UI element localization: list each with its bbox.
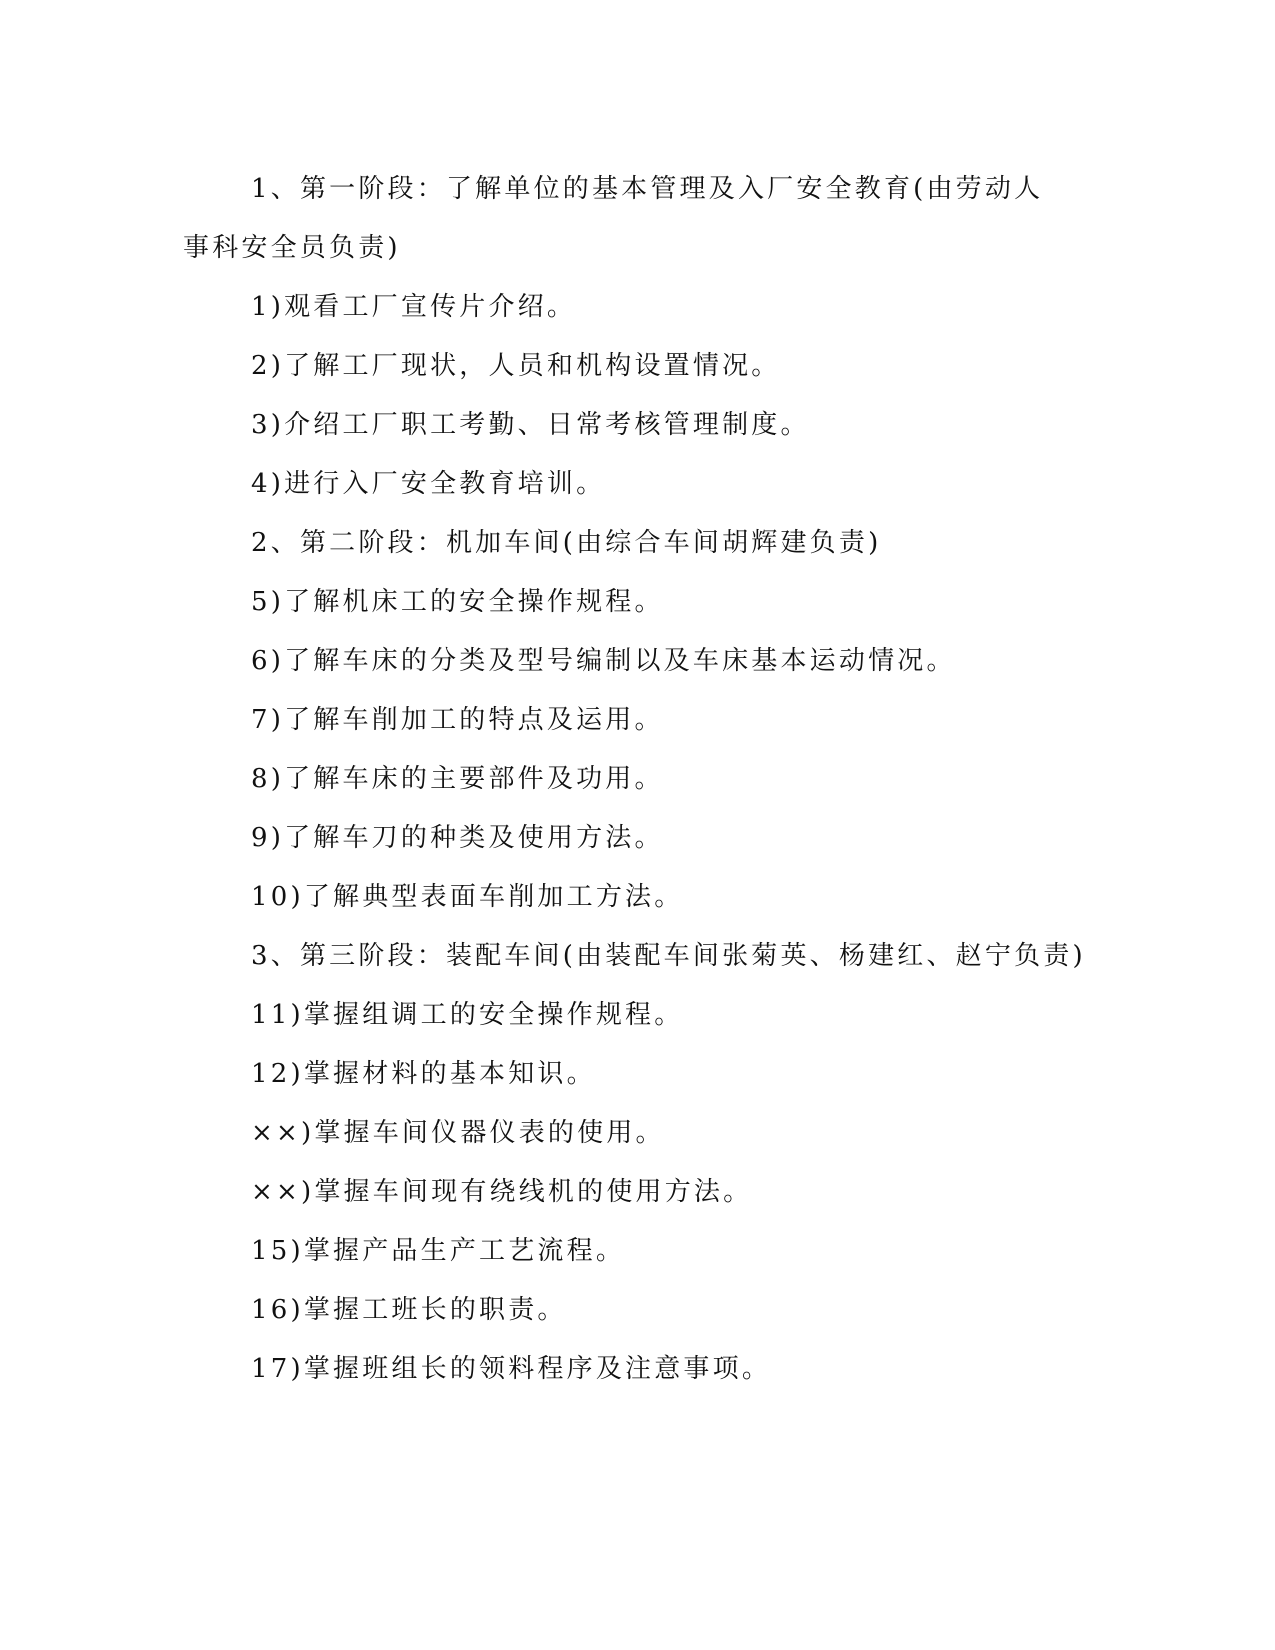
section-heading-stage-3: 3、第三阶段：装配车间(由装配车间张菊英、杨建红、赵宁负责) bbox=[251, 941, 1086, 971]
list-item: 10)了解典型表面车削加工方法。 bbox=[251, 882, 684, 912]
list-item: 5)了解机床工的安全操作规程。 bbox=[251, 587, 664, 617]
list-item: 3)介绍工厂职工考勤、日常考核管理制度。 bbox=[251, 410, 810, 440]
section-heading-stage-1: 1、第一阶段：了解单位的基本管理及入厂安全教育(由劳动人事科安全员负责) bbox=[183, 174, 1044, 263]
list-item: 9)了解车刀的种类及使用方法。 bbox=[251, 823, 664, 853]
list-item: ××)掌握车间仪器仪表的使用。 bbox=[251, 1118, 665, 1148]
list-item: 6)了解车床的分类及型号编制以及车床基本运动情况。 bbox=[251, 646, 956, 676]
list-item: 16)掌握工班长的职责。 bbox=[251, 1295, 567, 1325]
list-item: 12)掌握材料的基本知识。 bbox=[251, 1059, 596, 1089]
document-body bbox=[183, 160, 1086, 1399]
list-item: 4)进行入厂安全教育培训。 bbox=[251, 469, 606, 499]
list-item: 8)了解车床的主要部件及功用。 bbox=[251, 764, 664, 794]
list-item: 15)掌握产品生产工艺流程。 bbox=[251, 1236, 626, 1266]
section-heading-stage-2: 2、第二阶段：机加车间(由综合车间胡辉建负责) bbox=[251, 528, 882, 558]
list-item: 11)掌握组调工的安全操作规程。 bbox=[251, 1000, 684, 1030]
list-item: 1)观看工厂宣传片介绍。 bbox=[251, 292, 577, 322]
list-item: 7)了解车削加工的特点及运用。 bbox=[251, 705, 664, 735]
list-item: 2)了解工厂现状，人员和机构设置情况。 bbox=[251, 351, 781, 381]
list-item: ××)掌握车间现有绕线机的使用方法。 bbox=[251, 1177, 753, 1207]
list-item: 17)掌握班组长的领料程序及注意事项。 bbox=[251, 1354, 772, 1384]
